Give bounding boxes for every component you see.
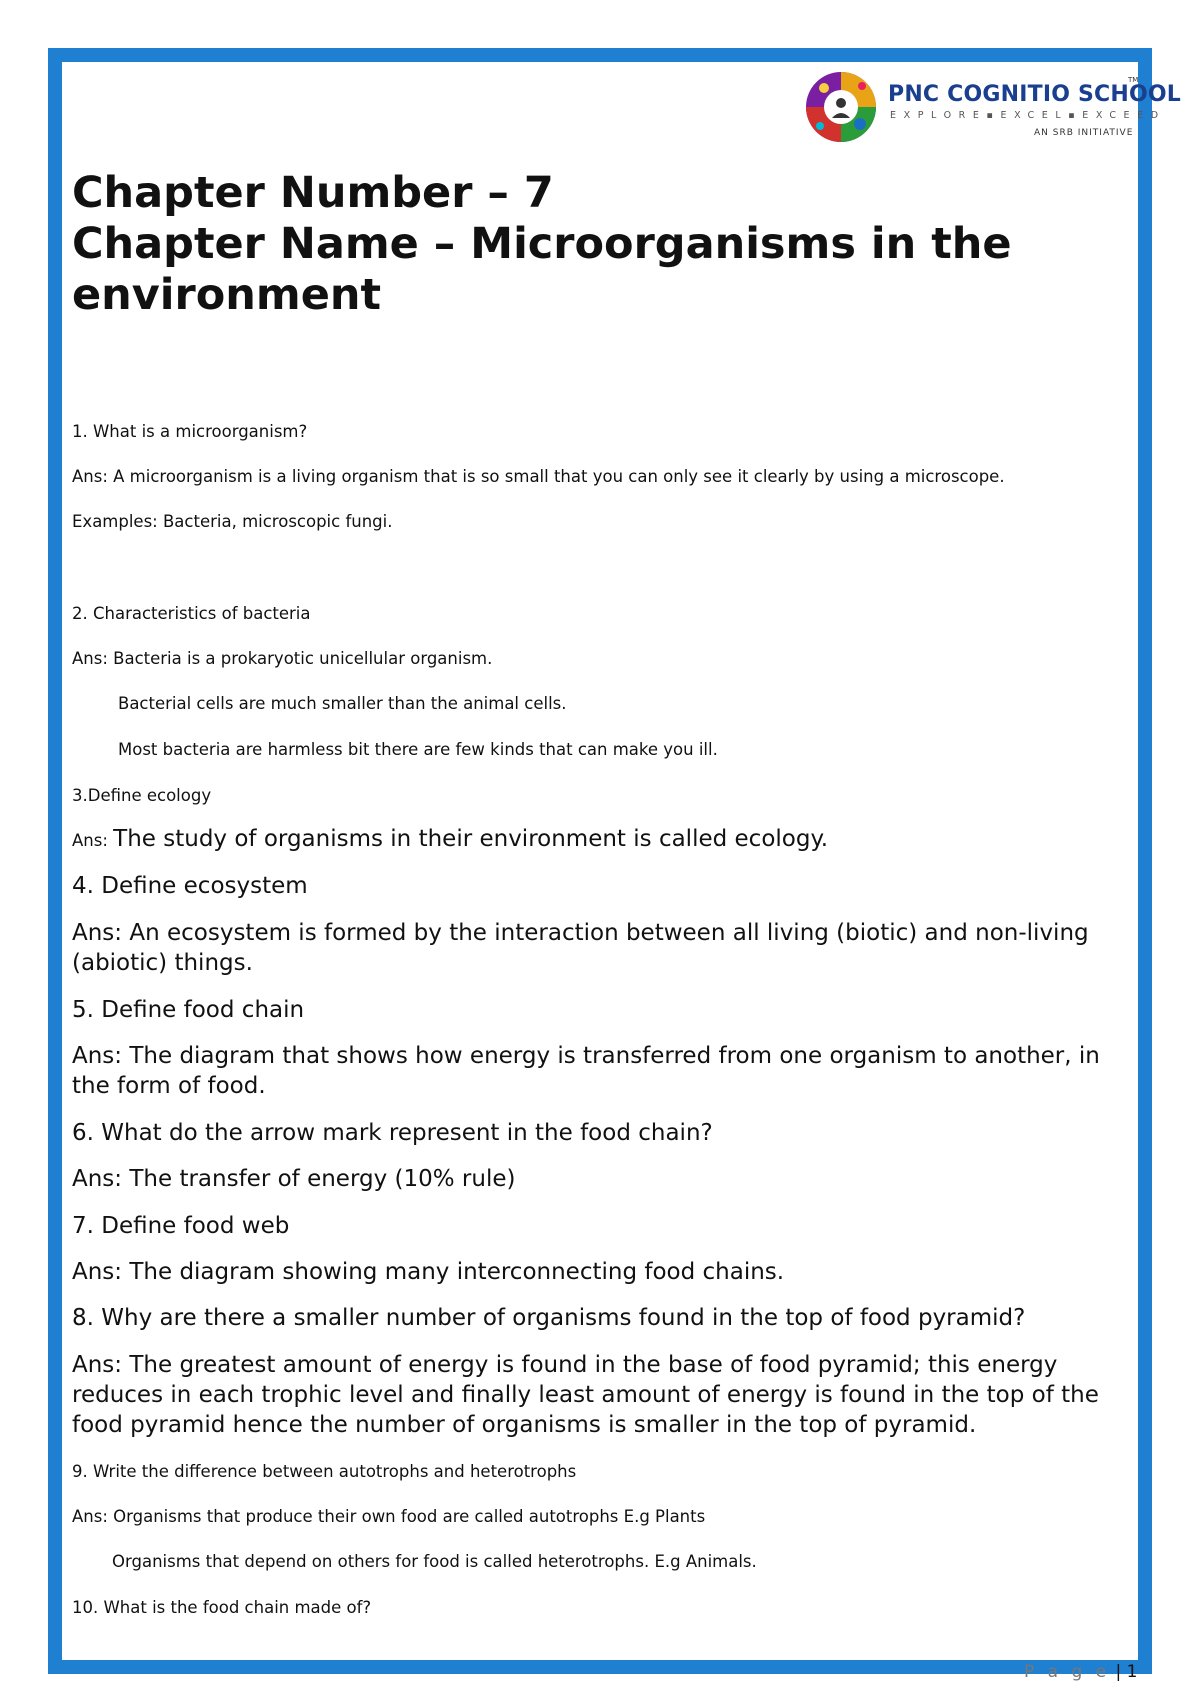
page-label: P a g e: [1024, 1662, 1111, 1682]
answer-9-line-1: Ans: Organisms that produce their own food are called autotrophs E.g Plants: [72, 1507, 706, 1526]
question-5: 5. Define food chain: [72, 997, 305, 1023]
answer-8: Ans: The greatest amount of energy is found in the base of food pyramid; this energy reduces in each trophic level and finally least amount of energy is found in the top of the food pyramid hence the number of organisms is smaller in the top of pyramid.: [72, 1352, 1099, 1438]
answer-3: [72, 826, 828, 852]
school-logo: [802, 68, 1182, 146]
answer-6: Ans: The transfer of energy (10% rule): [72, 1166, 516, 1192]
trademark-mark: TM: [1128, 76, 1139, 84]
logo-emblem-icon: [802, 68, 886, 146]
question-2: 2. Characteristics of bacteria: [72, 604, 311, 623]
answer-9-line-2: Organisms that depend on others for food is called heterotrophs. E.g Animals.: [112, 1552, 757, 1571]
school-name: PNC COGNITIO SCHOOL: [888, 82, 1182, 107]
answer-1: Ans: A microorganism is a living organism that is so small that you can only see it clearly by using a microscope.: [72, 467, 1005, 486]
question-9: 9. Write the difference between autotrophs and heterotrophs: [72, 1462, 577, 1481]
answer-2-line-1: Ans: Bacteria is a prokaryotic unicellular organism.: [72, 649, 493, 668]
question-1: 1. What is a microorganism?: [72, 422, 308, 441]
answer-3-text: The study of organisms in their environment is called ecology.: [113, 826, 829, 852]
school-initiative: AN SRB INITIATIVE: [1034, 128, 1134, 138]
question-6: 6. What do the arrow mark represent in the food chain?: [72, 1120, 713, 1146]
school-tagline: EXPLORE▪EXCEL▪EXCEED: [890, 110, 1166, 121]
answer-1-examples: Examples: Bacteria, microscopic fungi.: [72, 512, 393, 531]
answer-5: Ans: The diagram that shows how energy is transferred from one organism to another, in the form of food.: [72, 1043, 1100, 1099]
question-4: 4. Define ecosystem: [72, 873, 308, 899]
question-3: 3.Define ecology: [72, 786, 212, 805]
question-7: 7. Define food web: [72, 1213, 290, 1239]
answer-2-line-3: Most bacteria are harmless bit there are few kinds that can make you ill.: [118, 740, 718, 759]
chapter-name: Chapter Name – Microorganisms in the: [72, 219, 1012, 269]
answer-7: Ans: The diagram showing many interconnecting food chains.: [72, 1259, 785, 1285]
chapter-title: [72, 168, 1132, 321]
answer-4: Ans: An ecosystem is formed by the interaction between all living (biotic) and non-living (abiotic) things.: [72, 920, 1089, 976]
question-8: 8. Why are there a smaller number of organisms found in the top of food pyramid?: [72, 1305, 1026, 1331]
answer-2-line-2: Bacterial cells are much smaller than the animal cells.: [118, 694, 567, 713]
chapter-name-continued: environment: [72, 270, 382, 320]
page-number: | 1: [1115, 1662, 1138, 1682]
question-10: 10. What is the food chain made of?: [72, 1598, 372, 1617]
chapter-number: Chapter Number – 7: [72, 168, 554, 218]
answer-3-prefix: Ans:: [72, 831, 114, 850]
page-footer: [1024, 1662, 1138, 1682]
